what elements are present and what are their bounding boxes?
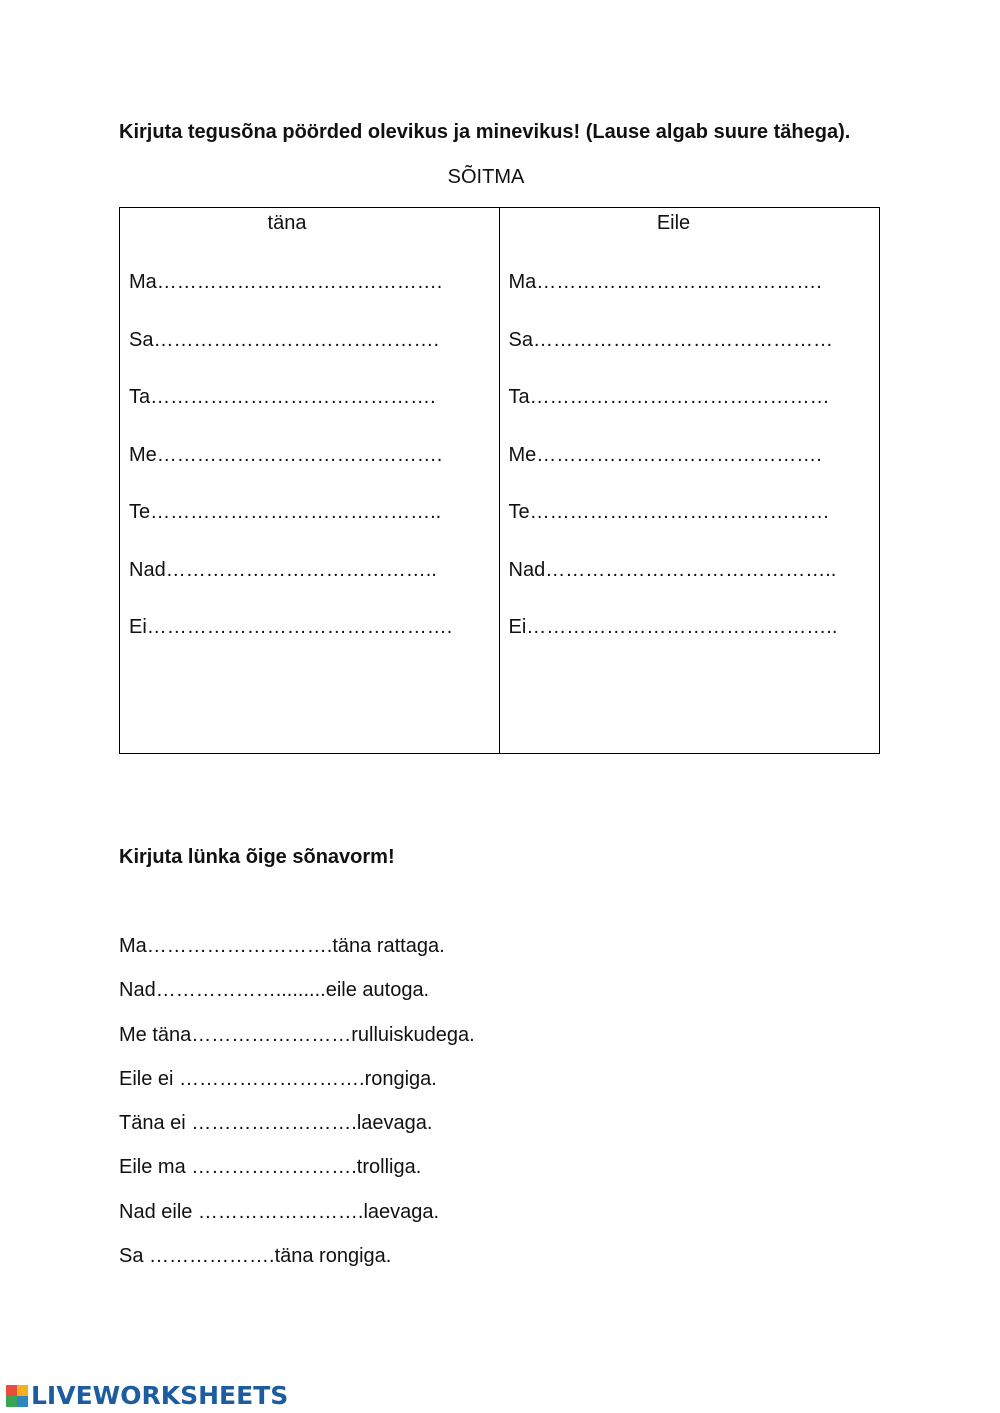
past-row-sa[interactable]: Sa……………………………………… [508, 328, 833, 351]
present-row-nad[interactable]: Nad………………………………….. [129, 558, 437, 581]
liveworksheets-logo [6, 1381, 288, 1410]
past-row-nad[interactable]: Nad…………………………………….. [508, 558, 837, 581]
past-row-ei[interactable]: Ei……………………………………….. [508, 616, 838, 638]
past-row-te[interactable]: Te……………………………………… [508, 501, 830, 523]
exercise-sentence[interactable]: Sa ……………….täna rongiga. [119, 1245, 392, 1268]
verb-title: SÕITMA [447, 166, 525, 188]
section-heading-fill-blank: Kirjuta lünka õige sõnavorm! [119, 846, 395, 868]
past-column [500, 208, 880, 753]
logo-text: LIVEWORKSHEETS [31, 1381, 289, 1410]
past-row-ta[interactable]: Ta……………………………………… [508, 386, 830, 408]
fill-blank-list [119, 934, 475, 1288]
present-row-me[interactable]: Me……………………………………. [129, 443, 443, 466]
section-heading-conjugation: Kirjuta tegusõna pöörded olevikus ja minevikus! (Lause algab suure tähega). [119, 121, 851, 143]
exercise-sentence[interactable]: Ma……………………….täna rattaga. [119, 935, 445, 957]
present-column [120, 208, 500, 753]
exercise-sentence[interactable]: Eile ei ……………………….rongiga. [119, 1067, 437, 1090]
conjugation-table [119, 207, 880, 754]
present-row-sa[interactable]: Sa……………………………………. [129, 328, 440, 351]
logo-blocks-icon [6, 1385, 28, 1407]
present-row-te[interactable]: Te…………………………………….. [129, 501, 442, 523]
present-row-ei[interactable]: Ei………………………………………. [129, 616, 453, 638]
exercise-sentence[interactable]: Me täna……………………rulluiskudega. [119, 1023, 475, 1046]
past-header: Eile [656, 212, 691, 234]
present-row-ma[interactable]: Ma……………………………………. [129, 271, 443, 293]
exercise-sentence[interactable]: Täna ei …………………….laevaga. [119, 1112, 433, 1135]
exercise-sentence[interactable]: Nad eile …………………….laevaga. [119, 1200, 440, 1223]
present-row-ta[interactable]: Ta……………………………………. [129, 386, 436, 408]
past-row-ma[interactable]: Ma……………………………………. [508, 271, 822, 293]
past-row-me[interactable]: Me……………………………………. [508, 443, 822, 466]
exercise-sentence[interactable]: Eile ma …………………….trolliga. [119, 1156, 422, 1179]
exercise-sentence[interactable]: Nad……………….........eile autoga. [119, 979, 430, 1002]
present-header: täna [267, 212, 307, 234]
